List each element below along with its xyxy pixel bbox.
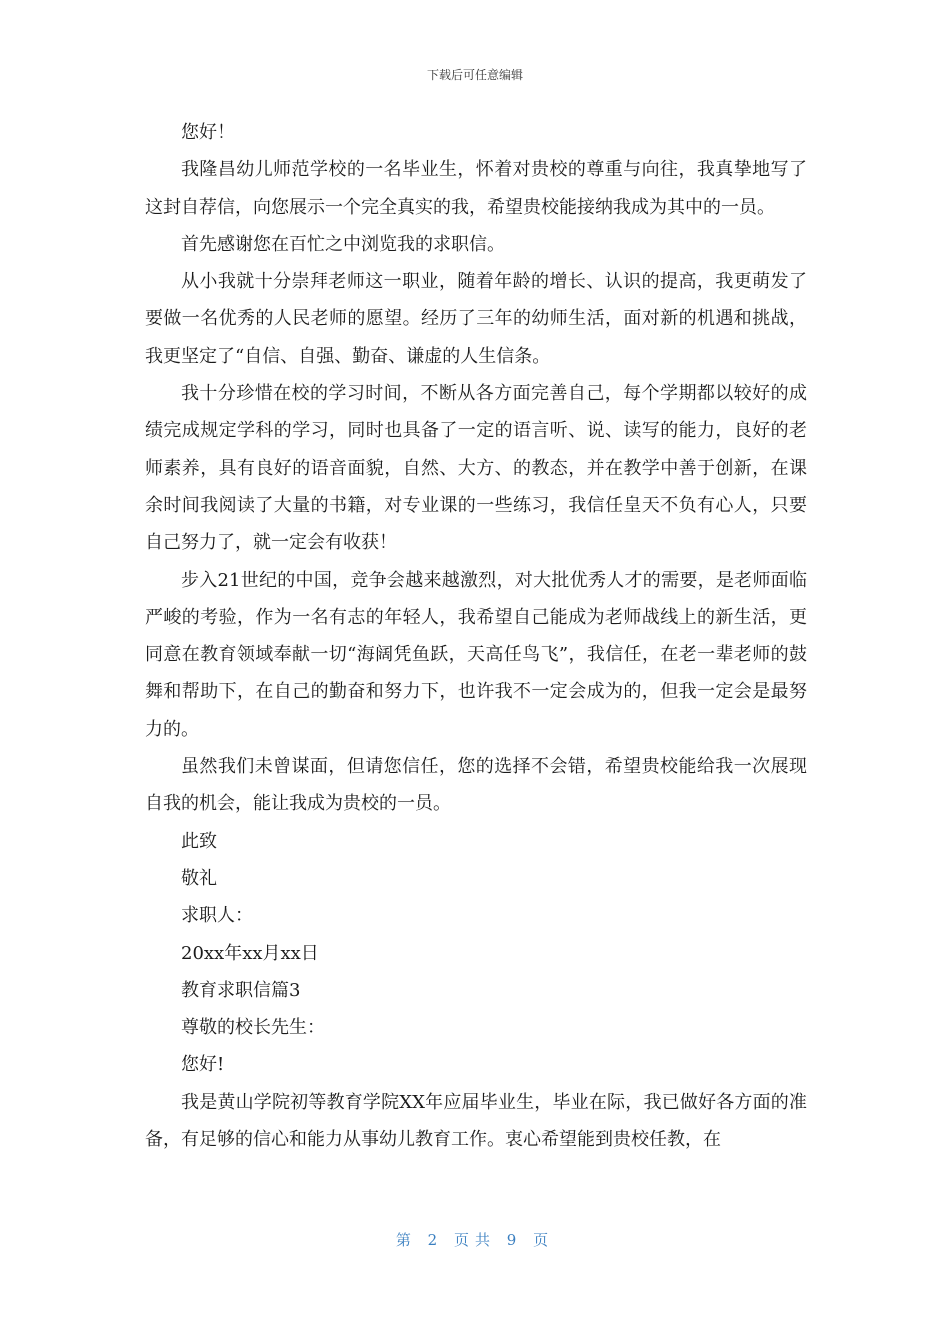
paragraph-intro-2: 我是黄山学院初等教育学院XX年应届毕业生，毕业在际，我已做好各方面的准备，有足够的信心和能力从事幼儿教育工作。衷心希望能到贵校任教，在	[145, 1091, 807, 1151]
section-title: 教育求职信篇3	[181, 979, 301, 1001]
page-header-note: 下载后可任意编辑	[426, 68, 523, 82]
greeting: 您好！	[181, 122, 235, 143]
greeting-2: 您好!	[181, 1054, 225, 1076]
closing-regards: 敬礼	[181, 867, 217, 889]
paragraph-thanks: 首先感谢您在百忙之中浏览我的求职信。	[181, 233, 505, 255]
paragraph-aspiration: 从小我就十分崇拜老师这一职业，随着年龄的增长、认识的提高，我更萌发了要做一名优秀的人民老师的愿望。经历了三年的幼师生活，面对新的机遇和挑战，我更坚定了“自信、自强、勤奋、谦虚的人生信条。	[145, 271, 807, 367]
paragraph-closing: 虽然我们未曾谋面，但请您信任，您的选择不会错，希望贵校能给我一次展现自我的机会，能让我成为贵校的一员。	[145, 756, 807, 815]
paragraph-study: 我十分珍惜在校的学习时间，不断从各方面完善自己，每个学期都以较好的成绩完成规定学科的学习，同时也具备了一定的语言听、说、读写的能力，良好的老师素养，具有良好的语音面貌，自然、大方、的教态，并在教学中善于创新，在课余时间我阅读了大量的书籍，对专业课的一些练习，我信任皇天不负有心人，只要自己努力了，就一定会有收获！	[145, 383, 807, 554]
addressee: 尊敬的校长先生：	[181, 1017, 325, 1039]
document-body	[145, 114, 807, 1158]
letter-date: 20xx年xx月xx日	[181, 942, 319, 964]
signature-label: 求职人：	[181, 905, 253, 927]
closing-salutation: 此致	[181, 830, 217, 852]
paragraph-century: 步入21世纪的中国，竞争会越来越激烈，对大批优秀人才的需要，是老师面临严峻的考验，作为一名有志的年轻人，我希望自己能成为老师战线上的新生活，更同意在教育领域奉献一切“海阔凭鱼跃，天高任鸟飞”，我信任，在老一辈老师的鼓舞和帮助下，在自己的勤奋和努力下，也许我不一定会成为的，但我一定会是最努力的。	[145, 569, 807, 740]
page-number: 第 2 页共 9 页	[395, 1231, 555, 1249]
paragraph-intro: 我隆昌幼儿师范学校的一名毕业生，怀着对贵校的尊重与向往，我真挚地写了这封自荐信，向您展示一个完全真实的我，希望贵校能接纳我成为其中的一员。	[145, 159, 807, 218]
